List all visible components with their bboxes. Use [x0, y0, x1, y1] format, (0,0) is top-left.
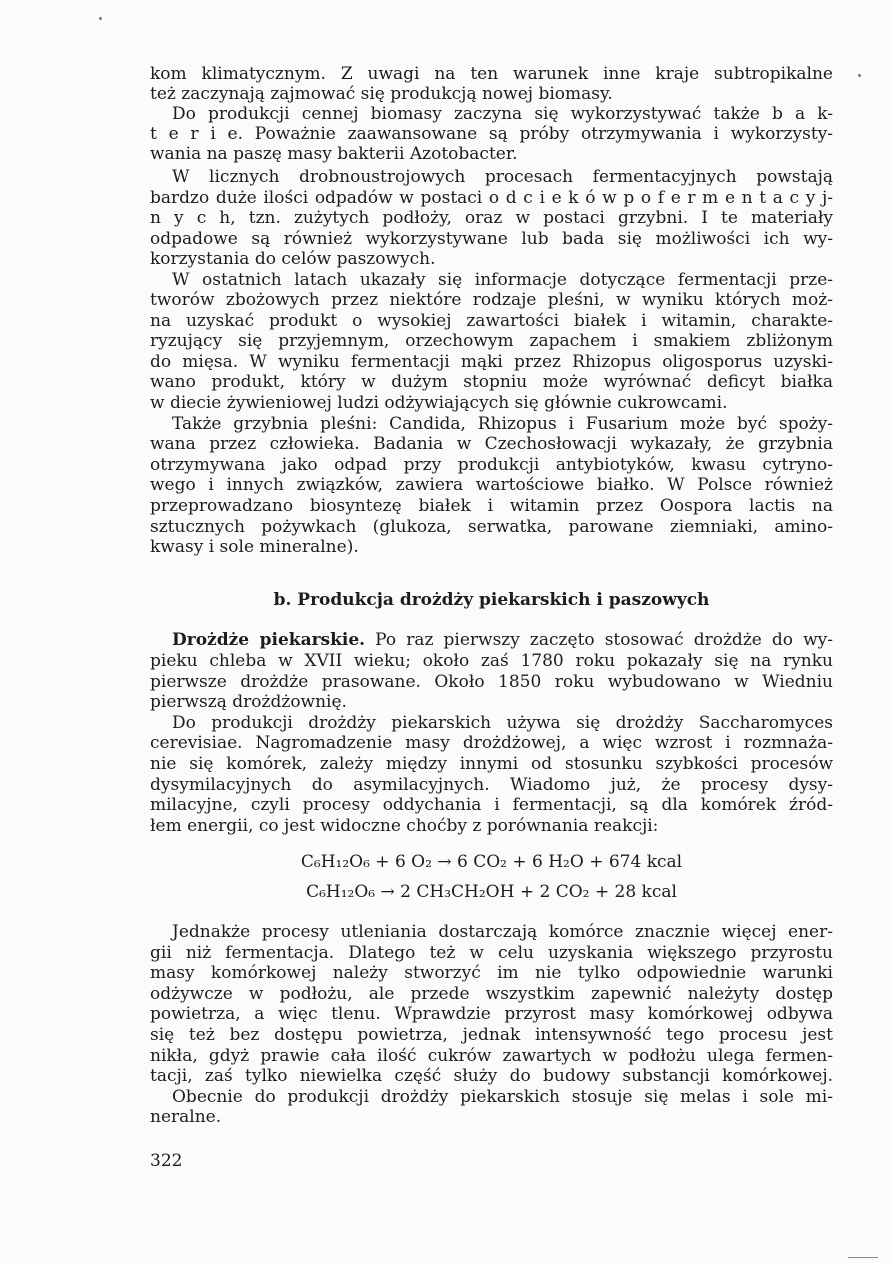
text-line: cerevisiae. Nagromadzenie masy drożdżowej, a więc wzrost i rozmnaża- — [150, 733, 833, 753]
text-line: tacji, zaś tylko niewielka część służy do budowy substancji komórkowej. — [150, 1066, 833, 1086]
text-line: milacyjne, czyli procesy oddychania i fermentacji, są dla komórek źród- — [150, 795, 833, 815]
equation: C₆H₁₂O₆ + 6 O₂ → 6 CO₂ + 6 H₂O + 674 kcal — [300, 852, 683, 872]
text-line: dysymilacyjnych do asymilacyjnych. Wiadomo już, że procesy dysy- — [150, 775, 833, 795]
text-line: W ostatnich latach ukazały się informacje dotyczące fermentacji prze- — [172, 270, 833, 290]
scan-edge-line — [848, 1257, 878, 1258]
text-line: Do produkcji cennej biomasy zaczyna się wykorzystywać także b a k- — [172, 104, 833, 124]
text-line: neralne. — [150, 1107, 222, 1127]
text-line: nie się komórek, zależy między innymi od stosunku szybkości procesów — [150, 754, 833, 774]
text-line: Jednakże procesy utleniania dostarczają komórce znacznie więcej ener- — [172, 922, 833, 942]
text-line: nikła, gdyż prawie cała ilość cukrów zawartych w podłożu ulega fermen- — [150, 1046, 833, 1066]
text-line: Obecnie do produkcji drożdży piekarskich stosuje się melas i sole mi- — [172, 1087, 833, 1107]
equation: C₆H₁₂O₆ → 2 CH₃CH₂OH + 2 CO₂ + 28 kcal — [306, 882, 677, 902]
text-line: na uzyskać produkt o wysokiej zawartości białek i witamin, charakte- — [150, 311, 833, 331]
text-line: Także grzybnia pleśni: Candida, Rhizopus i Fusarium może być spoży- — [172, 414, 833, 434]
text-line: sztucznych pożywkach (glukoza, serwatka, parowane ziemniaki, amino- — [150, 517, 833, 537]
text-line: otrzymywana jako odpad przy produkcji antybiotyków, kwasu cytryno- — [150, 455, 833, 475]
text-line: pierwszą drożdżownię. — [150, 692, 347, 712]
text-line: odpadowe są również wykorzystywane lub bada się możliwości ich wy- — [150, 229, 833, 249]
text-line: powietrza, a więc tlenu. Wprawdzie przyrost masy komórkowej odbywa — [150, 1004, 833, 1024]
text-line: Do produkcji drożdży piekarskich używa się drożdży Saccharomyces — [172, 713, 833, 733]
text-line: pierwsze drożdże prasowane. Około 1850 roku wybudowano w Wiedniu — [150, 672, 833, 692]
text-line: kom klimatycznym. Z uwagi na ten warunek inne kraje subtropikalne — [150, 64, 833, 84]
text-line: wego i innych związków, zawiera wartościowe białko. W Polsce również — [150, 475, 833, 495]
text-line: w diecie żywieniowej ludzi odżywiających się głównie cukrowcami. — [150, 393, 728, 413]
text-line: n y c h, tzn. zużytych podłoży, oraz w postaci grzybni. I te materiały — [150, 208, 833, 228]
text-span: Po raz pierwszy zaczęto stosować drożdże do wy- — [365, 630, 833, 650]
text-line: korzystania do celów paszowych. — [150, 249, 436, 269]
text-line: łem energii, co jest widoczne choćby z porównania reakcji: — [150, 816, 659, 836]
text-line: wano produkt, który w dużym stopniu może wyrównać deficyt białka — [150, 372, 833, 392]
text-line: tworów zbożowych przez niektóre rodzaje pleśni, w wyniku których moż- — [150, 290, 833, 310]
text-line: bardzo duże ilości odpadów w postaci o d c i e k ó w p o f e r m e n t a c y j- — [150, 188, 833, 208]
text-line: wana przez człowieka. Badania w Czechosłowacji wykazały, że grzybnia — [150, 434, 833, 454]
text-line: t e r i e. Poważnie zaawansowane są próby otrzymywania i wykorzysty- — [150, 124, 833, 144]
text-line: W licznych drobnoustrojowych procesach fermentacyjnych powstają — [172, 167, 833, 187]
scan-speck — [858, 74, 861, 77]
text-line — [172, 630, 833, 650]
text-line: przeprowadzano biosyntezę białek i witamin przez Oospora lactis na — [150, 496, 833, 516]
page-number: 322 — [150, 1151, 183, 1171]
text-line: pieku chleba w XVII wieku; około zaś 1780 roku pokazały się na rynku — [150, 651, 833, 671]
text-line: masy komórkowej należy stworzyć im nie tylko odpowiednie warunki — [150, 963, 833, 983]
text-line: do mięsa. W wyniku fermentacji mąki przez Rhizopus oligosporus uzyski- — [150, 352, 833, 372]
text-line: gii niż fermentacja. Dlatego też w celu uzyskania większego przyrostu — [150, 943, 833, 963]
scan-speck — [99, 17, 102, 20]
section-heading: b. Produkcja drożdży piekarskich i paszowych — [273, 590, 710, 610]
paragraph-lead: Drożdże piekarskie. — [172, 630, 366, 650]
text-line: się też bez dostępu powietrza, jednak intensywność tego procesu jest — [150, 1025, 833, 1045]
text-line: też zaczynają zajmować się produkcją nowej biomasy. — [150, 84, 613, 104]
text-line: odżywcze w podłożu, ale przede wszystkim zapewnić należyty dostęp — [150, 984, 833, 1004]
text-line: kwasy i sole mineralne). — [150, 537, 359, 557]
text-line: ryzujący się przyjemnym, orzechowym zapachem i smakiem zbliżonym — [150, 331, 833, 351]
text-line: wania na paszę masy bakterii Azotobacter. — [150, 144, 518, 164]
